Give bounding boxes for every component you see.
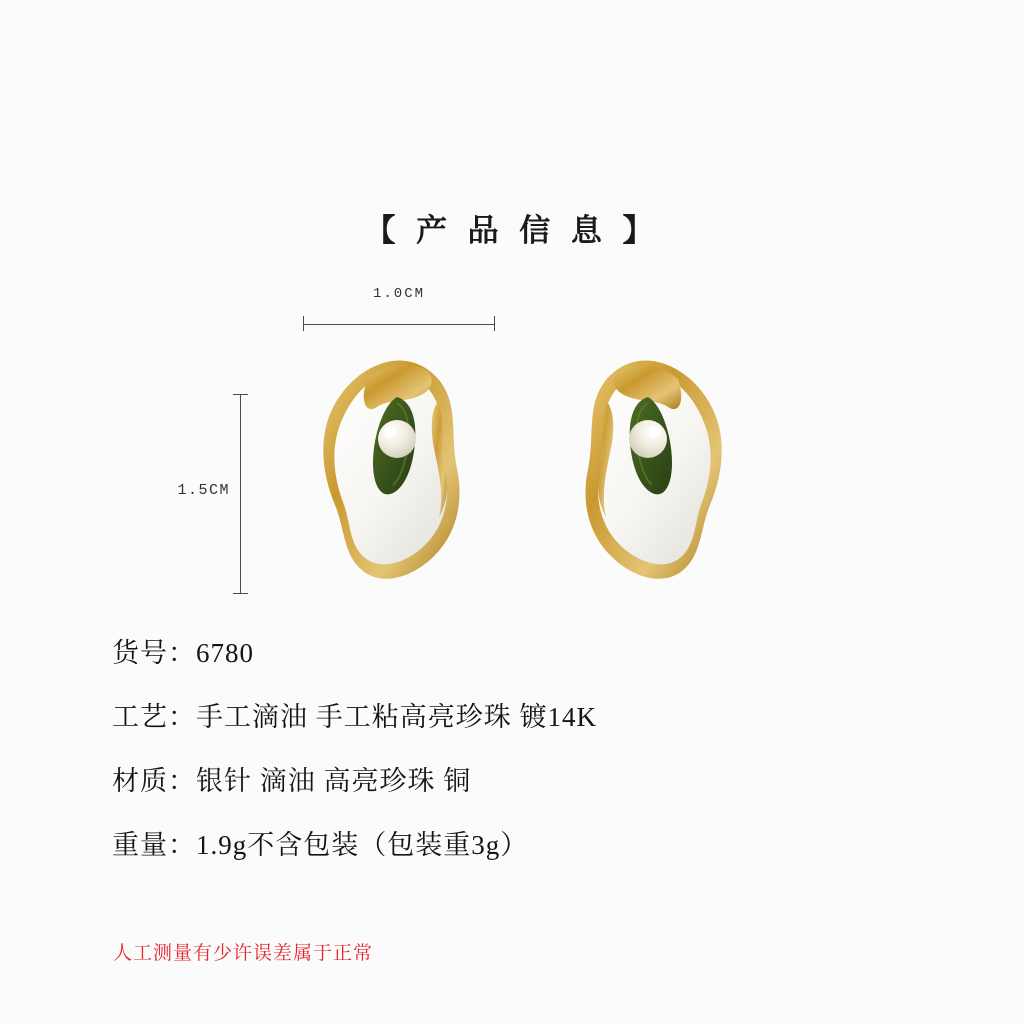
right-earring (565, 345, 740, 600)
height-dimension (168, 394, 258, 594)
left-earring-pearl-highlight (384, 426, 396, 438)
spec-list (112, 640, 932, 896)
measurement-disclaimer: 人工测量有少许误差属于正常 (113, 943, 374, 964)
right-earring-pearl-highlight (649, 426, 661, 438)
left-earring (305, 345, 480, 600)
height-dimension-label: 1.5CM (177, 482, 230, 499)
right-earring-pearl (629, 420, 667, 458)
width-dimension (303, 286, 495, 334)
spec-item-craft: 工艺：手工滴油 手工粘高亮珍珠 镀14K (112, 702, 597, 732)
spec-item-sku: 货号：6780 (112, 638, 254, 668)
width-dimension-label: 1.0CM (372, 286, 425, 302)
spec-item-weight: 重量：1.9g不含包装（包装重3g） (112, 830, 529, 860)
height-dimension-line (240, 394, 241, 594)
product-image (285, 345, 755, 605)
spec-item-material: 材质：银针 滴油 高亮珍珠 铜 (112, 766, 472, 796)
width-dimension-cap-left (303, 316, 304, 331)
page-title: 【 产 品 信 息 】 (364, 213, 660, 248)
width-dimension-line (303, 324, 495, 325)
width-dimension-cap-right (494, 316, 495, 331)
left-earring-pearl (378, 420, 416, 458)
height-dimension-cap-top (233, 394, 248, 395)
height-dimension-cap-bottom (233, 593, 248, 594)
